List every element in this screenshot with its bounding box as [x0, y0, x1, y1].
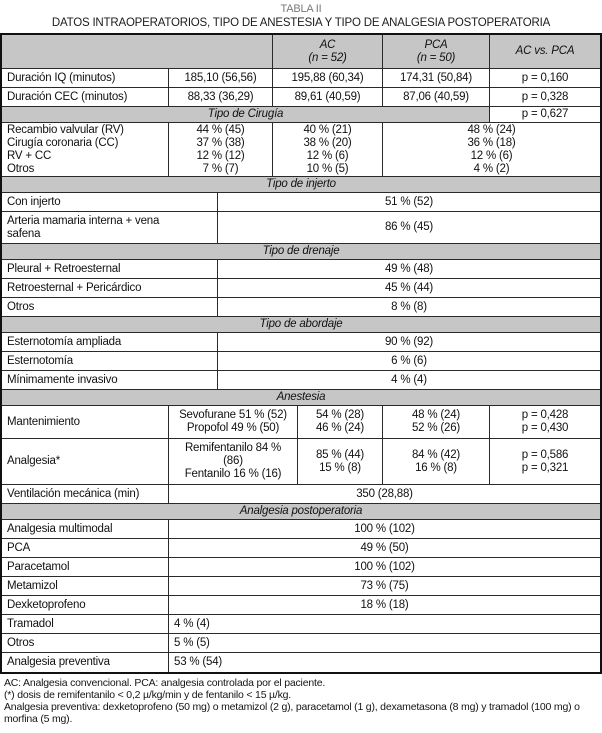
table-cell: Pleural + Retroesternal: [2, 260, 218, 278]
table-cell: Metamizol: [2, 577, 169, 595]
table-cell: PCA (n = 50): [383, 35, 490, 68]
table-cell: 48 % (24) 36 % (18) 12 % (6) 4 % (2): [467, 123, 516, 175]
table-cell: 185,10 (56,56): [169, 69, 273, 87]
table-cell: Analgesia multimodal: [2, 520, 169, 538]
table-row: [2, 539, 600, 558]
section-header-cell: Tipo de injerto: [2, 177, 600, 192]
footnotes: [0, 674, 602, 725]
section-header-row: [2, 504, 600, 520]
table-cell: Tipo de Cirugía: [2, 107, 490, 122]
table-row: [2, 298, 600, 317]
table-cell: PCA: [2, 539, 169, 557]
table-row: [2, 615, 600, 634]
section-header-cell: Anestesia: [2, 390, 600, 405]
table-row: [2, 333, 600, 352]
table-cell: 45 % (44): [384, 281, 434, 294]
footnote: AC: Analgesia convencional. PCA: analgesia controlada por el paciente.: [4, 677, 326, 689]
table-cell: 90 % (92): [384, 335, 434, 348]
table-cell: 174,31 (50,84): [383, 69, 490, 87]
table-cell: Mínimamente invasivo: [2, 371, 218, 389]
table-cell: 40 % (21) 38 % (20) 12 % (6) 10 % (5): [273, 123, 383, 176]
table-cell: 49 % (48): [384, 262, 434, 275]
table-cell: Esternotomía: [2, 352, 218, 370]
table-header-block: [0, 0, 602, 30]
table-cell: p = 0,160: [521, 71, 569, 84]
table-cell: 18 % (18): [360, 598, 409, 611]
table-cell: Ventilación mecánica (min): [2, 485, 169, 503]
table-subtitle: DATOS INTRAOPERATORIOS, TIPO DE ANESTESIA Y TIPO DE ANALGESIA POSTOPERATORIA: [51, 17, 551, 29]
table-cell: Sevofurane 51 % (52) Propofol 49 % (50): [169, 406, 298, 438]
table-cell: AC (n = 52): [273, 35, 383, 68]
table-cell: 86 % (45): [384, 221, 434, 233]
table-cell: [2, 35, 273, 68]
table-cell: 5 % (5): [174, 636, 210, 649]
table-cell: Duración IQ (minutos): [2, 69, 169, 87]
section-header-cell: Tipo de abordaje: [2, 317, 600, 332]
table-cell: Recambio valvular (RV) Cirugía coronaria (CC) RV + CC Otros: [2, 123, 169, 176]
paper-table: [0, 33, 602, 674]
table-cell: 73 % (75): [360, 579, 409, 592]
section-header-row: [2, 244, 600, 260]
table-cell: 350 (28,88): [356, 487, 413, 500]
table-row: [2, 371, 600, 390]
table-row: [2, 279, 600, 298]
table-cell: Dexketoprofeno: [2, 596, 169, 614]
table-cell: 4 % (4): [174, 617, 210, 630]
table-cell: 48 % (24) 52 % (26): [383, 406, 490, 438]
table-cell: 85 % (44) 15 % (8): [298, 439, 383, 484]
table-cell: 4 % (4): [391, 373, 427, 386]
table-cell: Paracetamol: [2, 558, 169, 576]
table-row: [2, 596, 600, 615]
table-cell: Analgesia preventiva: [2, 653, 169, 672]
table-cell: Otros: [2, 634, 169, 652]
table-row: [2, 352, 600, 371]
table-cell: 87,06 (40,59): [383, 88, 490, 106]
section-header-row: [2, 317, 600, 333]
section-header-row: [2, 390, 600, 406]
table-cell: 53 % (54): [174, 656, 223, 668]
table-row: [2, 520, 600, 539]
table-cell: 54 % (28) 46 % (24): [298, 406, 383, 438]
table-row: [2, 193, 600, 212]
table-cell: 49 % (50): [360, 541, 409, 554]
table-cell: Analgesia*: [2, 439, 169, 484]
table-cell: Retroesternal + Pericárdico: [2, 279, 218, 297]
table-row: [2, 406, 600, 439]
table-row: [2, 212, 600, 244]
table-row: [2, 107, 600, 123]
section-header-cell: Tipo de drenaje: [2, 244, 600, 259]
table-row: [2, 577, 600, 596]
table-row: [2, 439, 600, 485]
footnote: (*) dosis de remifentanilo < 0,2 µ/kg/min y de fentanilo < 15 µ/kg.: [4, 689, 292, 701]
table-cell: 89,61 (40,59): [273, 88, 383, 106]
table-cell: Tramadol: [2, 615, 169, 633]
table-cell: 100 % (102): [354, 522, 415, 535]
table-cell: Arteria mamaria interna + vena safena: [2, 212, 218, 243]
table-cell: Remifentanilo 84 % (86) Fentanilo 16 % (16): [169, 439, 298, 484]
table-cell: 51 % (52): [384, 195, 434, 208]
section-header-cell: Analgesia postoperatoria: [2, 504, 600, 519]
table-cell: Duración CEC (minutos): [2, 88, 169, 106]
table-cell: Mantenimiento: [2, 406, 169, 438]
table-cell: 8 % (8): [391, 300, 427, 313]
table-row: [2, 558, 600, 577]
table-row: [2, 260, 600, 279]
table-row: [2, 653, 600, 672]
table-cell: 195,88 (60,34): [273, 69, 383, 87]
table-cell: 88,33 (36,29): [169, 88, 273, 106]
table-cell: p = 0,328: [521, 90, 569, 103]
table-row: [2, 485, 600, 504]
table-row: [2, 88, 600, 107]
table-cell: p = 0,428 p = 0,430: [521, 409, 569, 434]
section-header-row: [2, 177, 600, 193]
table-cell: 6 % (6): [391, 354, 427, 367]
table-row: [2, 69, 600, 88]
table-cell: Con injerto: [2, 193, 218, 211]
table-row: [2, 634, 600, 653]
footnote: Analgesia preventiva: dexketoprofeno (50 mg) o metamizol (2 g), paracetamol (1 g), dexametasona (8 mg) y tramadol (100 mg) o morfina (5 mg).: [4, 701, 580, 725]
table-cell: 84 % (42) 16 % (8): [383, 439, 490, 484]
table-cell: 44 % (45) 37 % (38) 12 % (12) 7 % (7): [169, 123, 273, 176]
table-number-title: TABLA II: [280, 3, 322, 15]
table-row: [2, 35, 600, 69]
table-cell: AC vs. PCA: [490, 35, 600, 68]
table-cell: Esternotomía ampliada: [2, 333, 218, 351]
table-row: [2, 123, 600, 177]
table-cell: p = 0,586 p = 0,321: [521, 448, 569, 474]
table-cell: p = 0,627: [521, 108, 569, 120]
table-cell: Otros: [2, 298, 218, 316]
table-cell: 100 % (102): [354, 560, 415, 573]
